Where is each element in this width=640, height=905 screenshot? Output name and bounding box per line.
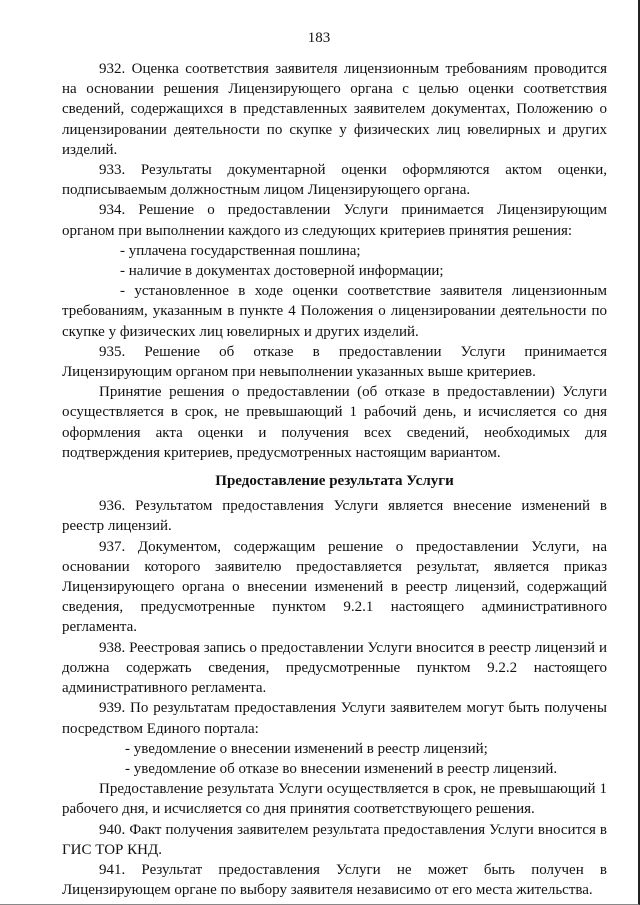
paragraph-decision-term: Принятие решения о предоставлении (об отказе в предоставлении) Услуги осуществляется в срок, не превышающий 1 рабочий день, и исчисляется со дня оформления акта оценки и получения всех сведений, необходимых для подтверждения критериев, предусмотренных настоящим вариантом. (62, 384, 607, 461)
page-body (62, 59, 607, 900)
section-heading: Предоставление результата Услуги (215, 473, 454, 490)
result-item: - уведомление о внесении изменений в реестр лицензий; (125, 740, 488, 757)
paragraph-940: 940. Факт получения заявителем результата предоставления Услуги вносится в ГИС ТОР КНД. (62, 821, 607, 858)
criteria-item: - установленное в ходе оценки соответствие заявителя лицензионным требованиям, указанным в пункте 4 Положения о лицензировании деятельности по скупке у физических лиц ювелирных и других изделий. (62, 283, 607, 340)
result-item: - уведомление об отказе во внесении изменений в реестр лицензий. (125, 760, 558, 777)
criteria-item: - уплачена государственная пошлина; (120, 242, 361, 259)
paragraph-935: 935. Решение об отказе в предоставлении Услуги принимается Лицензирующим органом при невыполнении указанных выше критериев. (62, 343, 607, 381)
criteria-item: - наличие в документах достоверной информации; (120, 263, 444, 280)
paragraph-938: 938. Реестровая запись о предоставлении Услуги вносится в реестр лицензий и должна содержать сведения, предусмотренные пунктом 9.2.2 настоящего административного регламента. (62, 639, 607, 697)
paragraph-result-term: Предоставление результата Услуги осуществляется в срок, не превышающий 1 рабочего дня, и исчисляется со дня принятия соответствующего решения. (62, 781, 607, 818)
paragraph-941: 941. Результат предоставления Услуги не может быть получен в Лицензирующем органе по выбору заявителя независимо от его места жительства. (62, 861, 607, 899)
paragraph-936: 936. Результатом предоставления Услуги является внесение изменений в реестр лицензий. (62, 498, 607, 535)
paragraph-933: 933. Результаты документарной оценки оформляются актом оценки, подписываемым должностным лицом Лицензирующего органа. (62, 162, 607, 199)
paragraph-934: 934. Решение о предоставлении Услуги принимается Лицензирующим органом при выполнении каждого из следующих критериев принятия решения: (62, 202, 607, 239)
page-number: 183 (307, 30, 331, 46)
paragraph-939: 939. По результатам предоставления Услуги заявителем могут быть получены посредством Единого портала: (62, 700, 607, 737)
paragraph-932: 932. Оценка соответствия заявителя лицензионным требованиям проводится на основании решения Лицензирующего органа с целью оценки соответствия сведений, содержащихся в представленных заявителем документах, Положению о лицензировании деятельности по скупке у физических лиц ювелирных и других изделий. (62, 61, 607, 158)
paragraph-937: 937. Документом, содержащим решение о предоставлении Услуги, на основании которого заявителю предоставляется результат, является приказ Лицензирующего органа о внесении изменений в реестр лицензий, содержащий сведения, предусмотренные пунктом 9.2.1 настоящего административного регламента. (62, 538, 607, 636)
